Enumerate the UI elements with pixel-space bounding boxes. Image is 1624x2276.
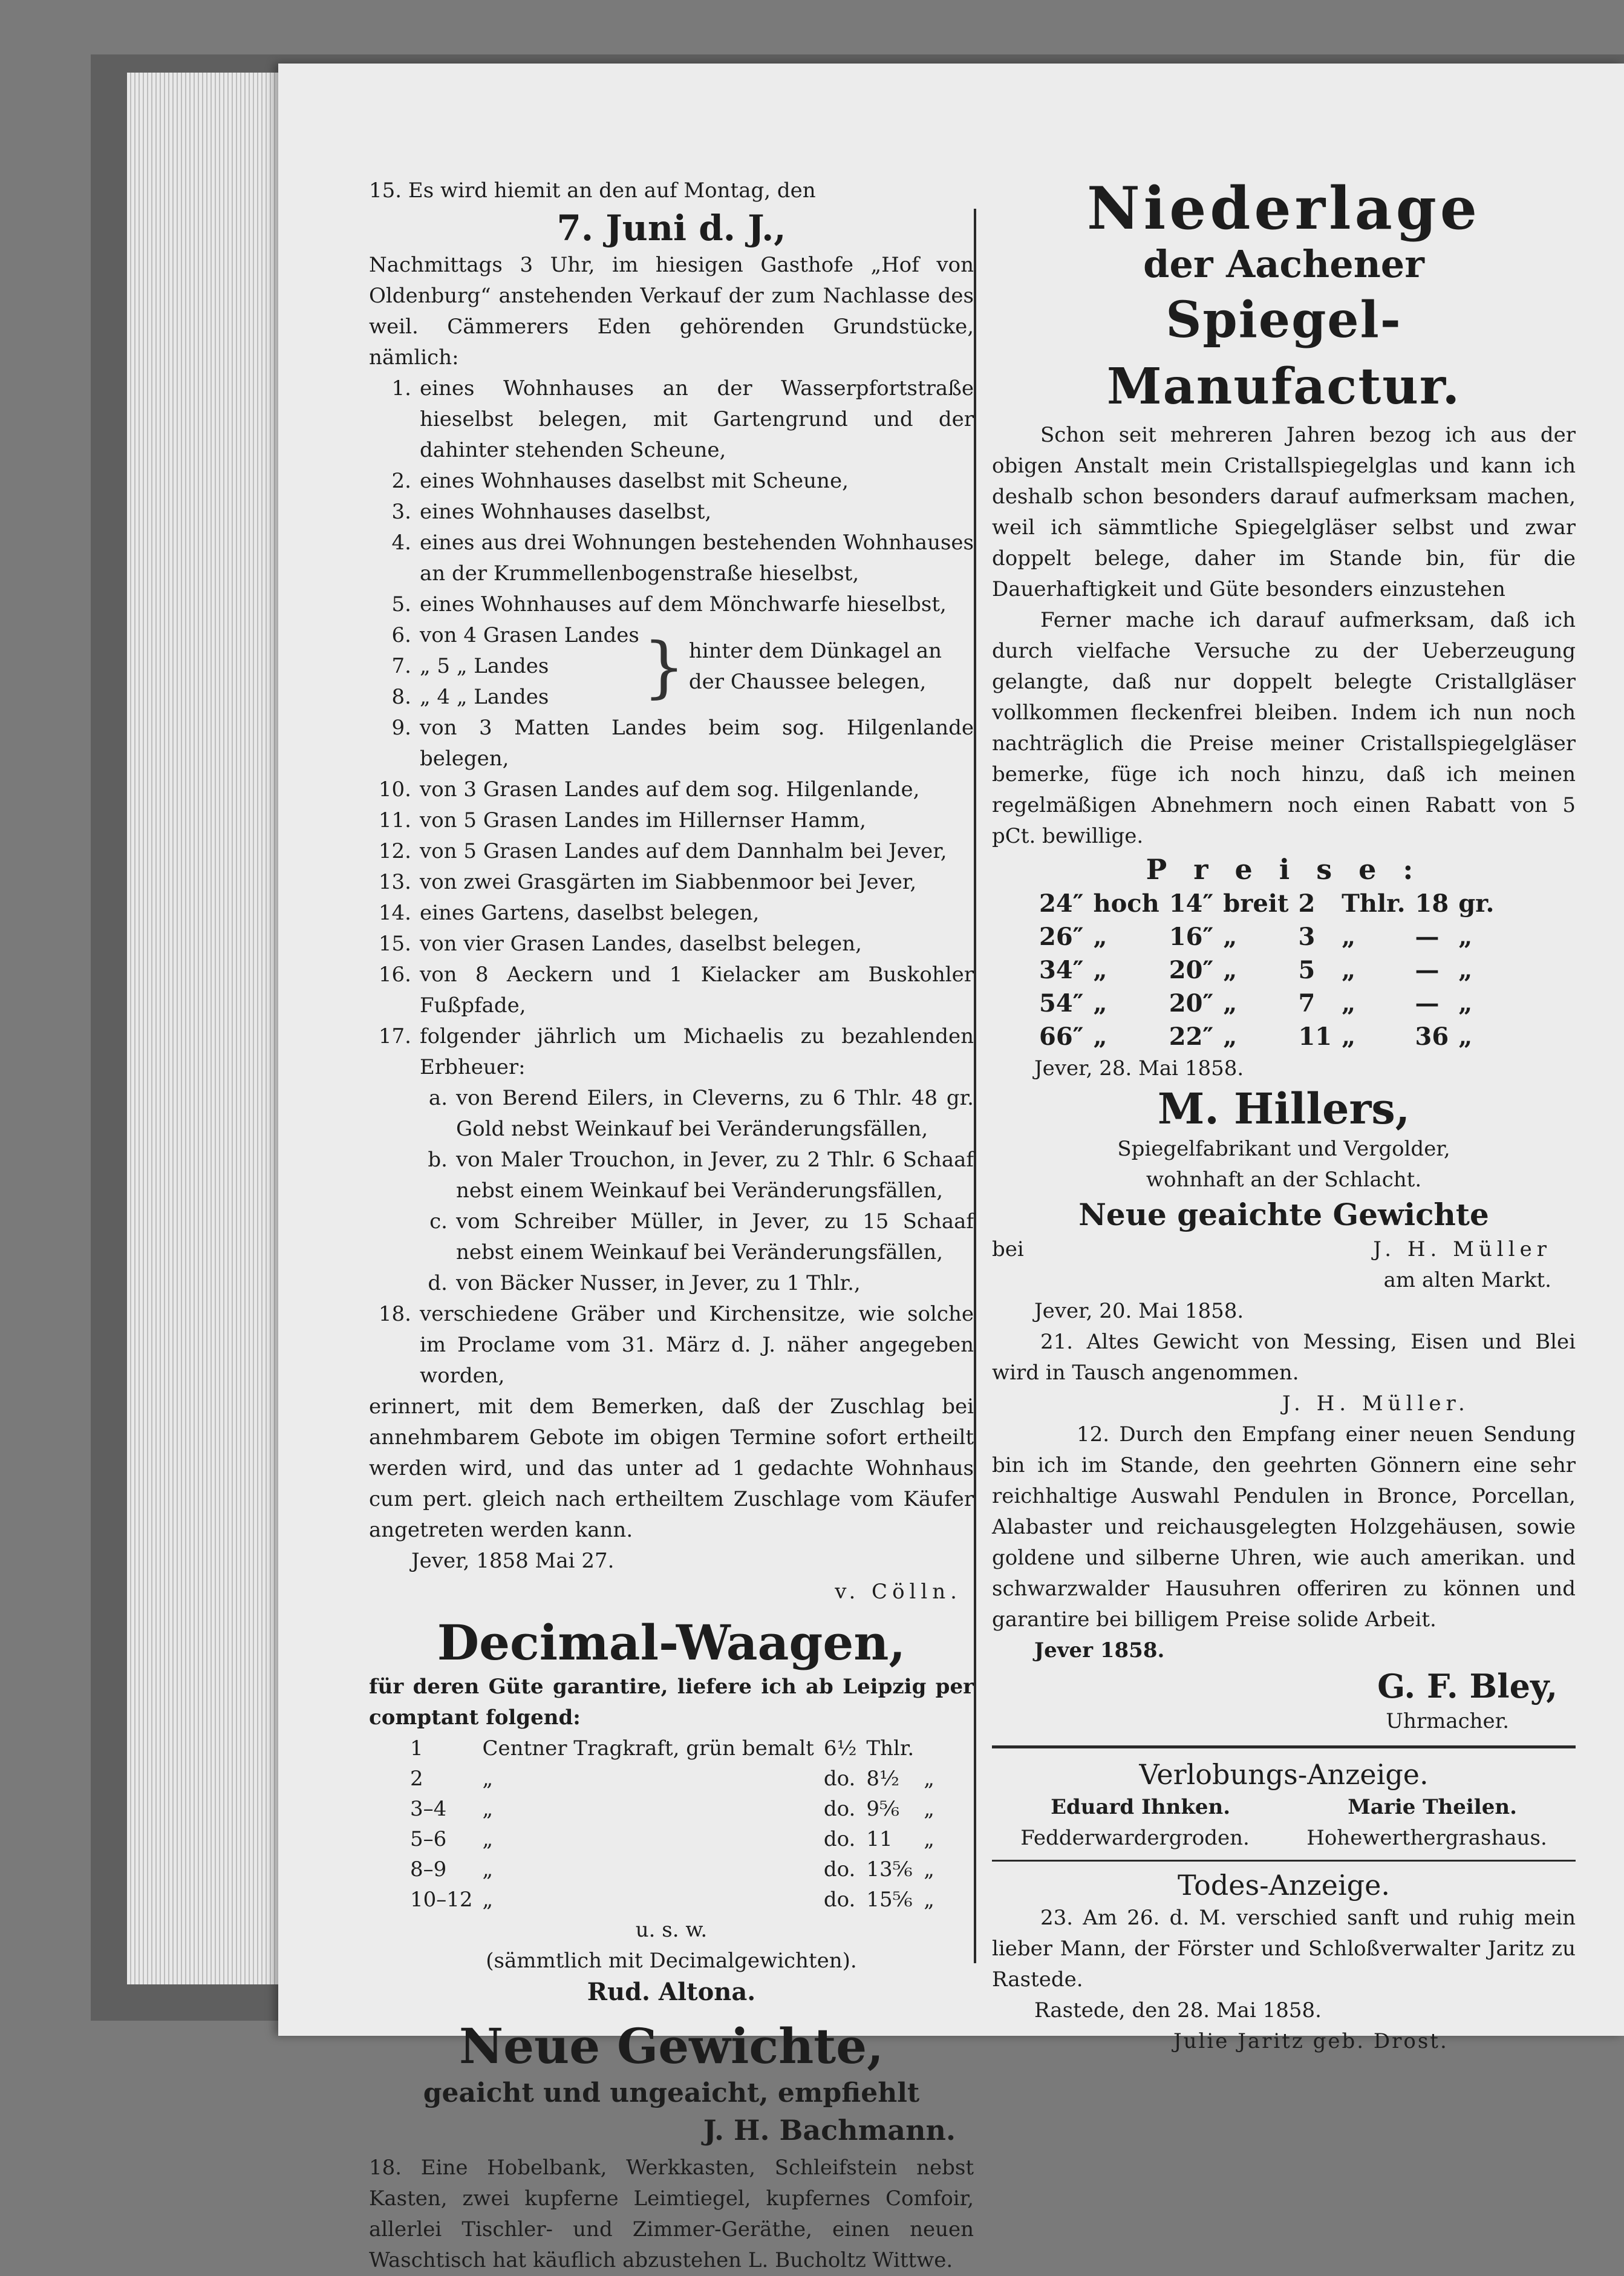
table-cell: 26″ [1039,923,1084,951]
table-cell: do. [823,1857,856,1882]
auction-intro: Nachmittags 3 Uhr, im hiesigen Gasthofe „Hof von Oldenburg“ anstehenden Verkauf der zum Nachlasse des weil. Cämmerers Eden gehörenden Grundstücke, nämlich: [369,253,974,370]
table-cell: 54″ [1039,989,1084,1018]
list-item [369,713,974,774]
table-row [1034,887,1499,920]
table-cell: 20″ [1169,956,1214,984]
list-item [369,1206,974,1268]
gewichte-location: am alten Markt. [1383,1268,1551,1292]
table-cell: „ [482,1857,494,1882]
list-item [369,836,974,867]
verlobung-name-2: Marie Theilen. [1348,1795,1517,1819]
table-cell: „ [1093,989,1107,1018]
item-text: von 5 Grasen Landes auf dem Dannhalm bei Jever, [420,839,947,863]
item-text: eines Wohnhauses daselbst, [420,500,712,524]
auction-heading [369,175,974,206]
brace-icon: } [642,627,685,705]
table-cell: „ [482,1797,494,1821]
ad-18: 18. Eine Hobelbank, Werkkasten, Schleifstein nebst Kasten, zwei kupferne Leimtiegel, kupfernes Comfoir, allerlei Tischler- und Zimmer-Geräthe, einen neuen Waschtisch hat käuflich abzustehen L. Bucholtz Wittwe. [369,2156,974,2272]
todes-text: 23. Am 26. d. M. verschied sanft und ruhig mein lieber Mann, der Förster und Schloßverwalter Jaritz zu Rastede. [992,1906,1576,1992]
table-cell: „ [1093,923,1107,951]
item-text: von Bäcker Nusser, in Jever, zu 1 Thlr., [456,1271,861,1295]
table-row [405,1854,939,1885]
item-number: c. [429,1209,448,1234]
decimal-signature: Rud. Altona. [587,1978,756,2006]
verlobung-places [992,1823,1576,1854]
table-cell: „ [1223,923,1238,951]
item-text: verschiedene Gräber und Kirchensitze, wie solche im Proclame vom 31. März d. J. näher angegeben worden, [420,1302,974,1388]
item-text: „ 4 „ Landes [420,685,549,709]
table-cell: „ [1458,956,1473,984]
table-cell: 7 [1298,989,1316,1018]
item-text: von 4 Grasen Landes [420,623,639,647]
todes-title: Todes-Anzeige. [1178,1869,1390,1902]
list-item [369,589,974,620]
item-number: 1. [391,376,411,401]
table-cell: — [1415,989,1440,1018]
item-number: a. [428,1086,448,1110]
preise-heading: P r e i s e : [1146,853,1422,886]
bley-name: G. F. Bley, [1377,1667,1557,1705]
table-row [1034,1020,1499,1053]
table-cell: do. [823,1767,856,1791]
table-row [1034,920,1499,953]
item-number: 8. [391,685,411,709]
neue-gewichte-title: Neue Gewichte, [459,2018,884,2075]
item-text: von zwei Grasgärten im Siabbenmoor bei Jever, [420,870,917,894]
hillers-sub1: Spiegelfabrikant und Vergolder, [1117,1137,1450,1161]
item-number: 5. [391,592,411,616]
item-text: von 3 Grasen Landes auf dem sog. Hilgenlande, [420,777,920,802]
item-number: d. [428,1271,448,1295]
item-text: von Berend Eilers, in Cleverns, zu 6 Thlr. 48 gr. Gold nebst Weinkauf bei Veränderungsfällen, [456,1086,974,1141]
table-cell: do. [823,1888,856,1912]
list-item [369,651,639,682]
gewichte-title: Neue geaichte Gewichte [1078,1197,1489,1232]
item-number: 13. [378,870,411,894]
table-cell: „ [482,1767,494,1791]
table-cell: breit [1223,889,1289,918]
todes-date: Rastede, den 28. Mai 1858. [1034,1998,1322,2023]
list-item [369,1268,974,1299]
table-cell: 14″ [1169,889,1214,918]
todes-signature: Julie Jaritz geb. Drost. [1173,2029,1449,2053]
signature: v. Cölln. [835,1580,962,1604]
table-cell: Thlr. [866,1736,915,1761]
table-cell: „ [1342,989,1356,1018]
item-number: 4. [391,531,411,555]
table-cell: „ [924,1857,934,1882]
item-number: 16. [378,963,411,987]
table-cell: do. [823,1827,856,1851]
gewichte-bei: bei [992,1237,1024,1261]
left-column [369,175,974,2276]
bley-sub: Uhrmacher. [1386,1709,1509,1733]
table-cell: 36 [1415,1022,1449,1051]
table-cell: 8–9 [410,1857,447,1882]
item-text: eines Wohnhauses daselbst mit Scheune, [420,469,849,493]
table-cell: Thlr. [1342,889,1406,918]
list-item [369,960,974,1021]
table-cell: 34″ [1039,956,1084,984]
list-item [369,620,639,651]
item-text: vom Schreiber Müller, in Jever, zu 15 Schaaf nebst einem Weinkauf bei Veränderungsfällen, [456,1209,974,1264]
item-number: 18. [378,1302,411,1326]
table-cell: 24″ [1039,889,1084,918]
divider [992,1745,1576,1748]
table-cell: 20″ [1169,989,1214,1018]
ad-number: 15. [369,178,402,203]
niederlage-sub: der Aachener [1143,242,1424,286]
table-cell: „ [924,1827,934,1851]
spiegel-para-2: Ferner mache ich darauf aufmerksam, daß ich durch vielfache Versuche zu der Ueberzeugung gelangte, daß nur doppelt belegte Cristallgläser vollkommen fleckenfrei bleiben. Indem ich nun noch nachträglich die Preise meiner Cristallspiegelgläser bemerke, füge ich noch hinzu, daß ich meinen regelmäßigen Abnehmern noch einen Rabatt von 5 pCt. bewillige. [992,608,1576,848]
table-cell: 9⅚ [866,1797,900,1821]
decimal-usw: u. s. w. [635,1918,708,1942]
heading-text: Es wird hiemit an den auf Montag, den [408,178,816,203]
gewichte-date: Jever, 20. Mai 1858. [1034,1299,1244,1323]
item-text: von 5 Grasen Landes im Hillernser Hamm, [420,808,866,832]
item-text: eines Wohnhauses auf dem Mönchwarfe hieselbst, [420,592,947,616]
table-cell: „ [924,1767,934,1791]
table-cell: „ [482,1888,494,1912]
neue-gewichte-signature: J. H. Bachmann. [703,2114,956,2147]
property-list-a [369,373,974,620]
list-item [369,466,974,497]
list-item [369,805,974,836]
table-cell: 2 [1298,889,1316,918]
table-cell: 66″ [1039,1022,1084,1051]
item-number: b. [428,1148,448,1172]
divider [992,1860,1576,1862]
table-cell: gr. [1458,889,1495,918]
item-number: 12. [378,839,411,863]
table-cell: — [1415,923,1440,951]
verlobung-place-1: Fedderwardergroden. [1020,1826,1250,1850]
ad-21: 21. Altes Gewicht von Messing, Eisen und Blei wird in Tausch angenommen. [992,1330,1576,1385]
table-row [405,1764,939,1794]
table-cell: 5 [1298,956,1316,984]
list-item [369,528,974,589]
hillers-name: M. Hillers, [1157,1084,1410,1134]
verlobung-name-1: Eduard Ihnken. [1051,1795,1231,1819]
niederlage-title: Niederlage [1087,174,1481,243]
item-number: 9. [391,716,411,740]
table-cell: hoch [1093,889,1159,918]
table-row [1034,953,1499,987]
table-cell: „ [924,1797,934,1821]
auction-closing: erinnert, mit dem Bemerken, daß der Zuschlag bei annehmbarem Gebote im obigen Termine sofort ertheilt werden wird, und das unter ad 1 gedachte Wohnhaus cum pert. gleich nach ertheiltem Zuschlage vom Käufer angetreten werden kann. [369,1395,974,1542]
spiegel-para-1: Schon seit mehreren Jahren bezog ich aus der obigen Anstalt mein Cristallspiegelglas und kann ich deshalb schon besonders darauf aufmerksam machen, weil ich sämmtliche Spiegelgläser selbst und zwar doppelt belege, daher im Stande bin, für die Dauerhaftigkeit und Güte besonders einzustehen [992,423,1576,601]
table-cell: „ [1342,923,1356,951]
auction-date: 7. Juni d. J., [556,208,786,249]
table-cell: „ [1093,1022,1107,1051]
table-cell: 3–4 [410,1797,447,1821]
item-text: von vier Grasen Landes, daselbst belegen, [420,932,862,956]
item-text: von Maler Trouchon, in Jever, zu 2 Thlr. 6 Schaaf nebst einem Weinkauf bei Veränderungsfällen, [456,1148,974,1203]
item-number: 6. [391,623,411,647]
list-item [369,1299,974,1391]
item-text: folgender jährlich um Michaelis zu bezahlenden Erbheuer: [420,1024,974,1079]
decimal-title: Decimal-Waagen, [437,1614,906,1671]
item-text: von 8 Aeckern und 1 Kielacker am Buskohler Fußpfade, [420,963,974,1018]
item-text: „ 5 „ Landes [420,654,549,678]
table-cell: 10–12 [410,1888,473,1912]
table-cell: — [1415,956,1440,984]
mirror-price-table [1034,887,1499,1053]
manufactur-title: Spiegel-Manufactur. [1106,291,1461,416]
item-text: eines Wohnhauses an der Wasserpfortstraße hieselbst belegen, mit Gartengrund und der dahinter stehenden Scheune, [420,376,974,462]
table-cell: „ [1223,989,1238,1018]
table-cell: „ [1093,956,1107,984]
table-cell: 1 [410,1736,423,1761]
item-text: eines Gartens, daselbst belegen, [420,901,760,925]
property-list-b [369,713,974,1083]
list-item [369,497,974,528]
item-number: 11. [378,808,411,832]
column-divider [974,209,976,1963]
item-number: 2. [391,469,411,493]
table-row [405,1824,939,1854]
verlobung-place-2: Hohewerthergrashaus. [1306,1826,1547,1850]
table-cell: „ [1458,989,1473,1018]
table-cell: „ [1342,1022,1356,1051]
erbheuer-list [369,1083,974,1299]
list-item [369,867,974,898]
item-number: 7. [391,654,411,678]
table-cell: Centner Tragkraft, grün bemalt [482,1736,814,1761]
hillers-date: Jever, 28. Mai 1858. [1034,1056,1244,1081]
brace-right-text: hinter dem Dünkagel an der Chaussee belegen, [688,638,942,694]
table-row [405,1794,939,1824]
verlobung-title: Verlobungs-Anzeige. [1139,1758,1429,1791]
table-cell: 2 [410,1767,423,1791]
ad-12-date: Jever 1858. [1034,1638,1165,1663]
list-item [369,1145,974,1206]
item-text: eines aus drei Wohnungen bestehenden Wohnhauses an der Krummellenbogenstraße hieselbst, [420,531,974,586]
list-item [369,929,974,960]
gewichte-name: J. H. Müller [1373,1237,1551,1261]
table-row [1034,987,1499,1020]
right-column [992,175,1576,2057]
table-cell: 3 [1298,923,1316,951]
verlobung-names [992,1792,1576,1823]
place-date: Jever, 1858 Mai 27. [411,1549,615,1573]
table-cell: 13⅚ [866,1857,913,1882]
hillers-sub2: wohnhaft an der Schlacht. [1146,1168,1422,1192]
table-cell: 6½ [823,1736,857,1761]
table-cell: 16″ [1169,923,1214,951]
table-row [405,1885,939,1915]
table-cell: 11 [1298,1022,1332,1051]
table-row [405,1733,939,1764]
table-cell: „ [1223,1022,1238,1051]
item-number: 3. [391,500,411,524]
item-text: von 3 Matten Landes beim sog. Hilgenlande belegen, [420,716,974,771]
table-cell: „ [924,1888,934,1912]
decimal-price-table [405,1733,939,1915]
decimal-intro: für deren Güte garantire, liefere ich ab Leipzig per comptant folgend: [369,1675,974,1730]
ad-21-signature: J. H. Müller. [1282,1391,1470,1416]
table-cell: 5–6 [410,1827,447,1851]
table-cell: 8½ [866,1767,900,1791]
table-cell: „ [482,1827,494,1851]
list-item [369,898,974,929]
table-cell: „ [1223,956,1238,984]
table-cell: do. [823,1797,856,1821]
neue-gewichte-sub: geaicht und ungeaicht, empfiehlt [423,2078,920,2108]
list-item [369,682,639,713]
table-cell: „ [1458,1022,1473,1051]
brace-left-lines [369,620,639,713]
decimal-note: (sämmtlich mit Decimalgewichten). [486,1949,857,1973]
item-number: 10. [378,777,411,802]
table-cell: 18 [1415,889,1449,918]
table-cell: 22″ [1169,1022,1214,1051]
gewichte-bei-row [992,1234,1576,1265]
list-item [369,774,974,805]
list-item [369,1021,974,1083]
table-cell: „ [1342,956,1356,984]
table-cell: 11 [866,1827,893,1851]
table-cell: „ [1458,923,1473,951]
list-item [369,373,974,466]
brace-group [369,620,974,713]
table-cell: 15⅚ [866,1888,913,1912]
item-number: 17. [378,1024,411,1048]
list-item [369,1083,974,1145]
item-number: 15. [378,932,411,956]
page-edges [127,73,284,1984]
ad-12: 12. Durch den Empfang einer neuen Sendung bin ich im Stande, den geehrten Gönnern eine sehr reichhaltige Auswahl Pendulen in Bronce, Porcellan, Alabaster und reichausgelegten Holzgehäusen, sowie goldene und silberne Uhren, wie auch amerikan. und schwarzwalder Hausuhren offeriren zu können und garantire bei billigem Preise solide Arbeit. [992,1422,1576,1632]
item-number: 14. [378,901,411,925]
